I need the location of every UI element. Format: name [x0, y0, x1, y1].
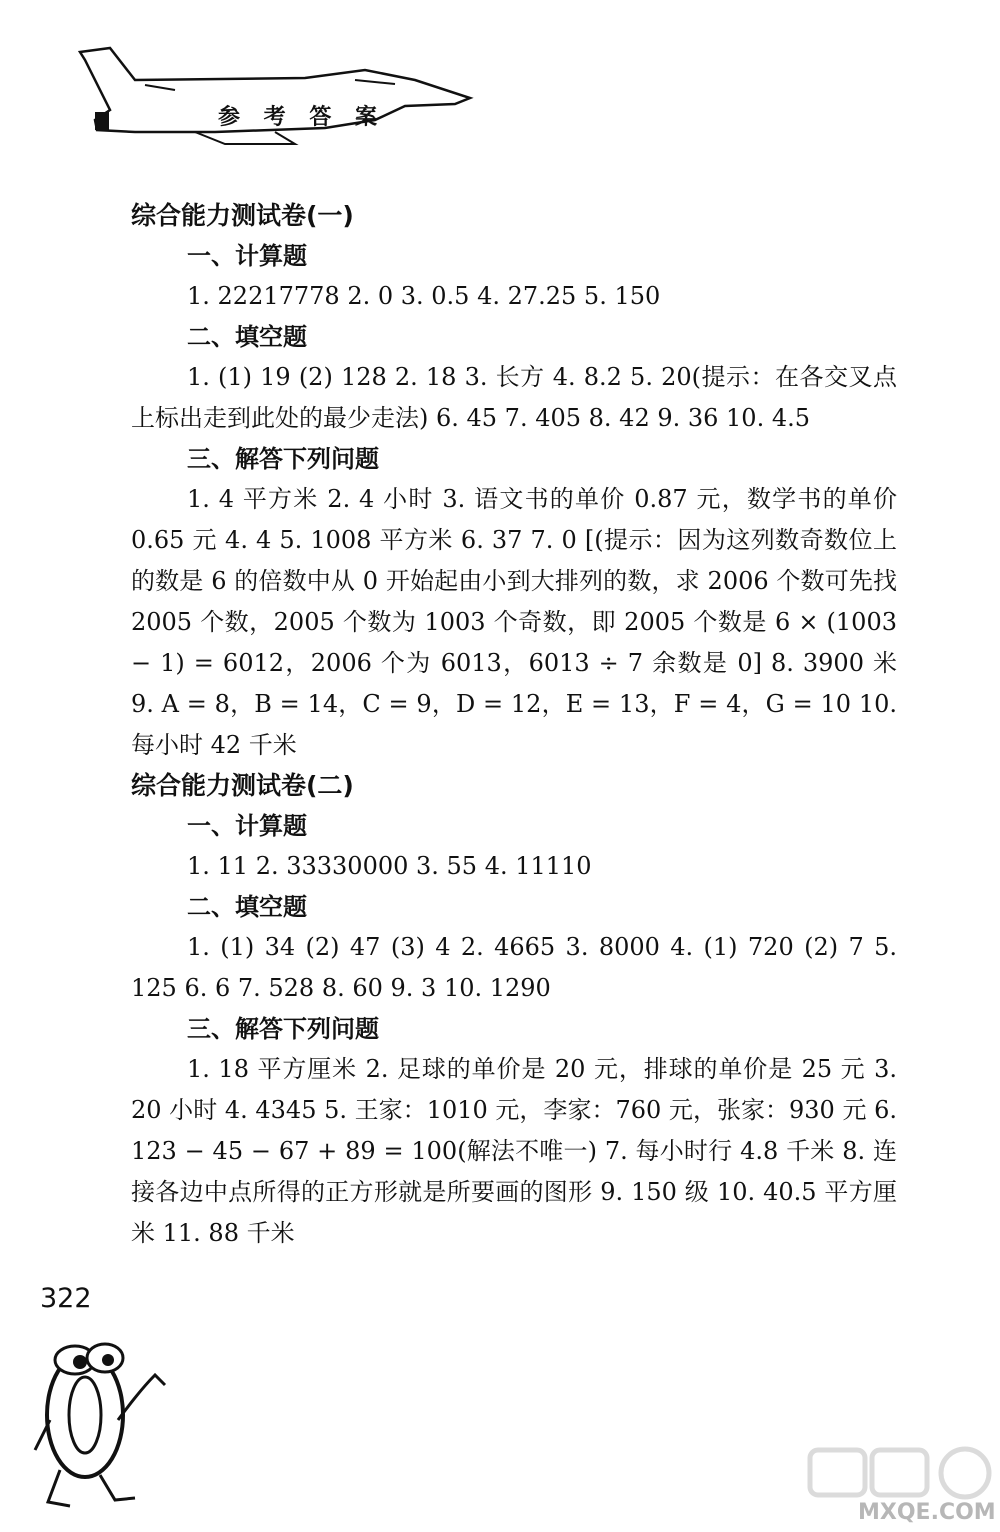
answer-text: 1. 4 平方米 2. 4 小时 3. 语文书的单价 0.87 元，数学书的单价 0.65 元 4. 4 5. 1008 平方米 6. 37 7. 0 [(提示：因为这列数奇数位上的数是 6 的倍数中从 0 开始起由小到大排列的数，求 2006 个数可先找 2005 个数，2005 个数为 1003 个奇数，即 2005 个数是 6 × (1003 − 1) = 6012，2006 个为 6013，6013 ÷ 7 余数是 0] 8. 3900 米 9. A = 8，B = 14，C = 9，D = 12，E = 13，F = 4，G = 10 10. 每小时 42 千米 — [131, 485, 897, 759]
watermark-text: MXQE.COM — [858, 1500, 996, 1525]
answer-content — [131, 196, 897, 1254]
airplane-illustration — [75, 40, 485, 150]
page-number: 322 — [40, 1283, 92, 1314]
answer-text: 1. (1) 19 (2) 128 2. 18 3. 长方 4. 8.2 5. 20(提示：在各交叉点上标出走到此处的最少走法) 6. 45 7. 405 8. 42 9. 36 10. 4.5 — [131, 363, 897, 432]
section-heading: 二、填空题 — [187, 893, 307, 921]
section-heading: 三、解答下列问题 — [187, 1015, 379, 1043]
test-title: 综合能力测试卷(一) — [131, 201, 354, 230]
section-heading: 一、计算题 — [187, 242, 307, 270]
answer-text: 1. 11 2. 33330000 3. 55 4. 11110 — [187, 852, 592, 880]
section-heading: 三、解答下列问题 — [187, 445, 379, 473]
answer-text: 1. (1) 34 (2) 47 (3) 4 2. 4665 3. 8000 4. (1) 720 (2) 7 5. 125 6. 6 7. 528 8. 60 9. 3 10. 1290 — [131, 933, 897, 1002]
section-heading: 二、填空题 — [187, 323, 307, 351]
header-label: 参 考 答 案 — [218, 105, 385, 130]
answer-text: 1. 22217778 2. 0 3. 0.5 4. 27.25 5. 150 — [187, 282, 661, 310]
answer-text: 1. 18 平方厘米 2. 足球的单价是 20 元，排球的单价是 25 元 3. 20 小时 4. 4345 5. 王家：1010 元，李家：760 元，张家：930 元 6. 123 − 45 − 67 + 89 = 100(解法不唯一) 7. 每小时行 4.8 千米 8. 连接各边中点所得的正方形就是所要画的图形 9. 150 级 10. 40.5 平方厘米 11. 88 千米 — [131, 1055, 897, 1247]
test-title: 综合能力测试卷(二) — [131, 771, 354, 800]
mascot-illustration — [30, 1330, 180, 1510]
section-heading: 一、计算题 — [187, 812, 307, 840]
